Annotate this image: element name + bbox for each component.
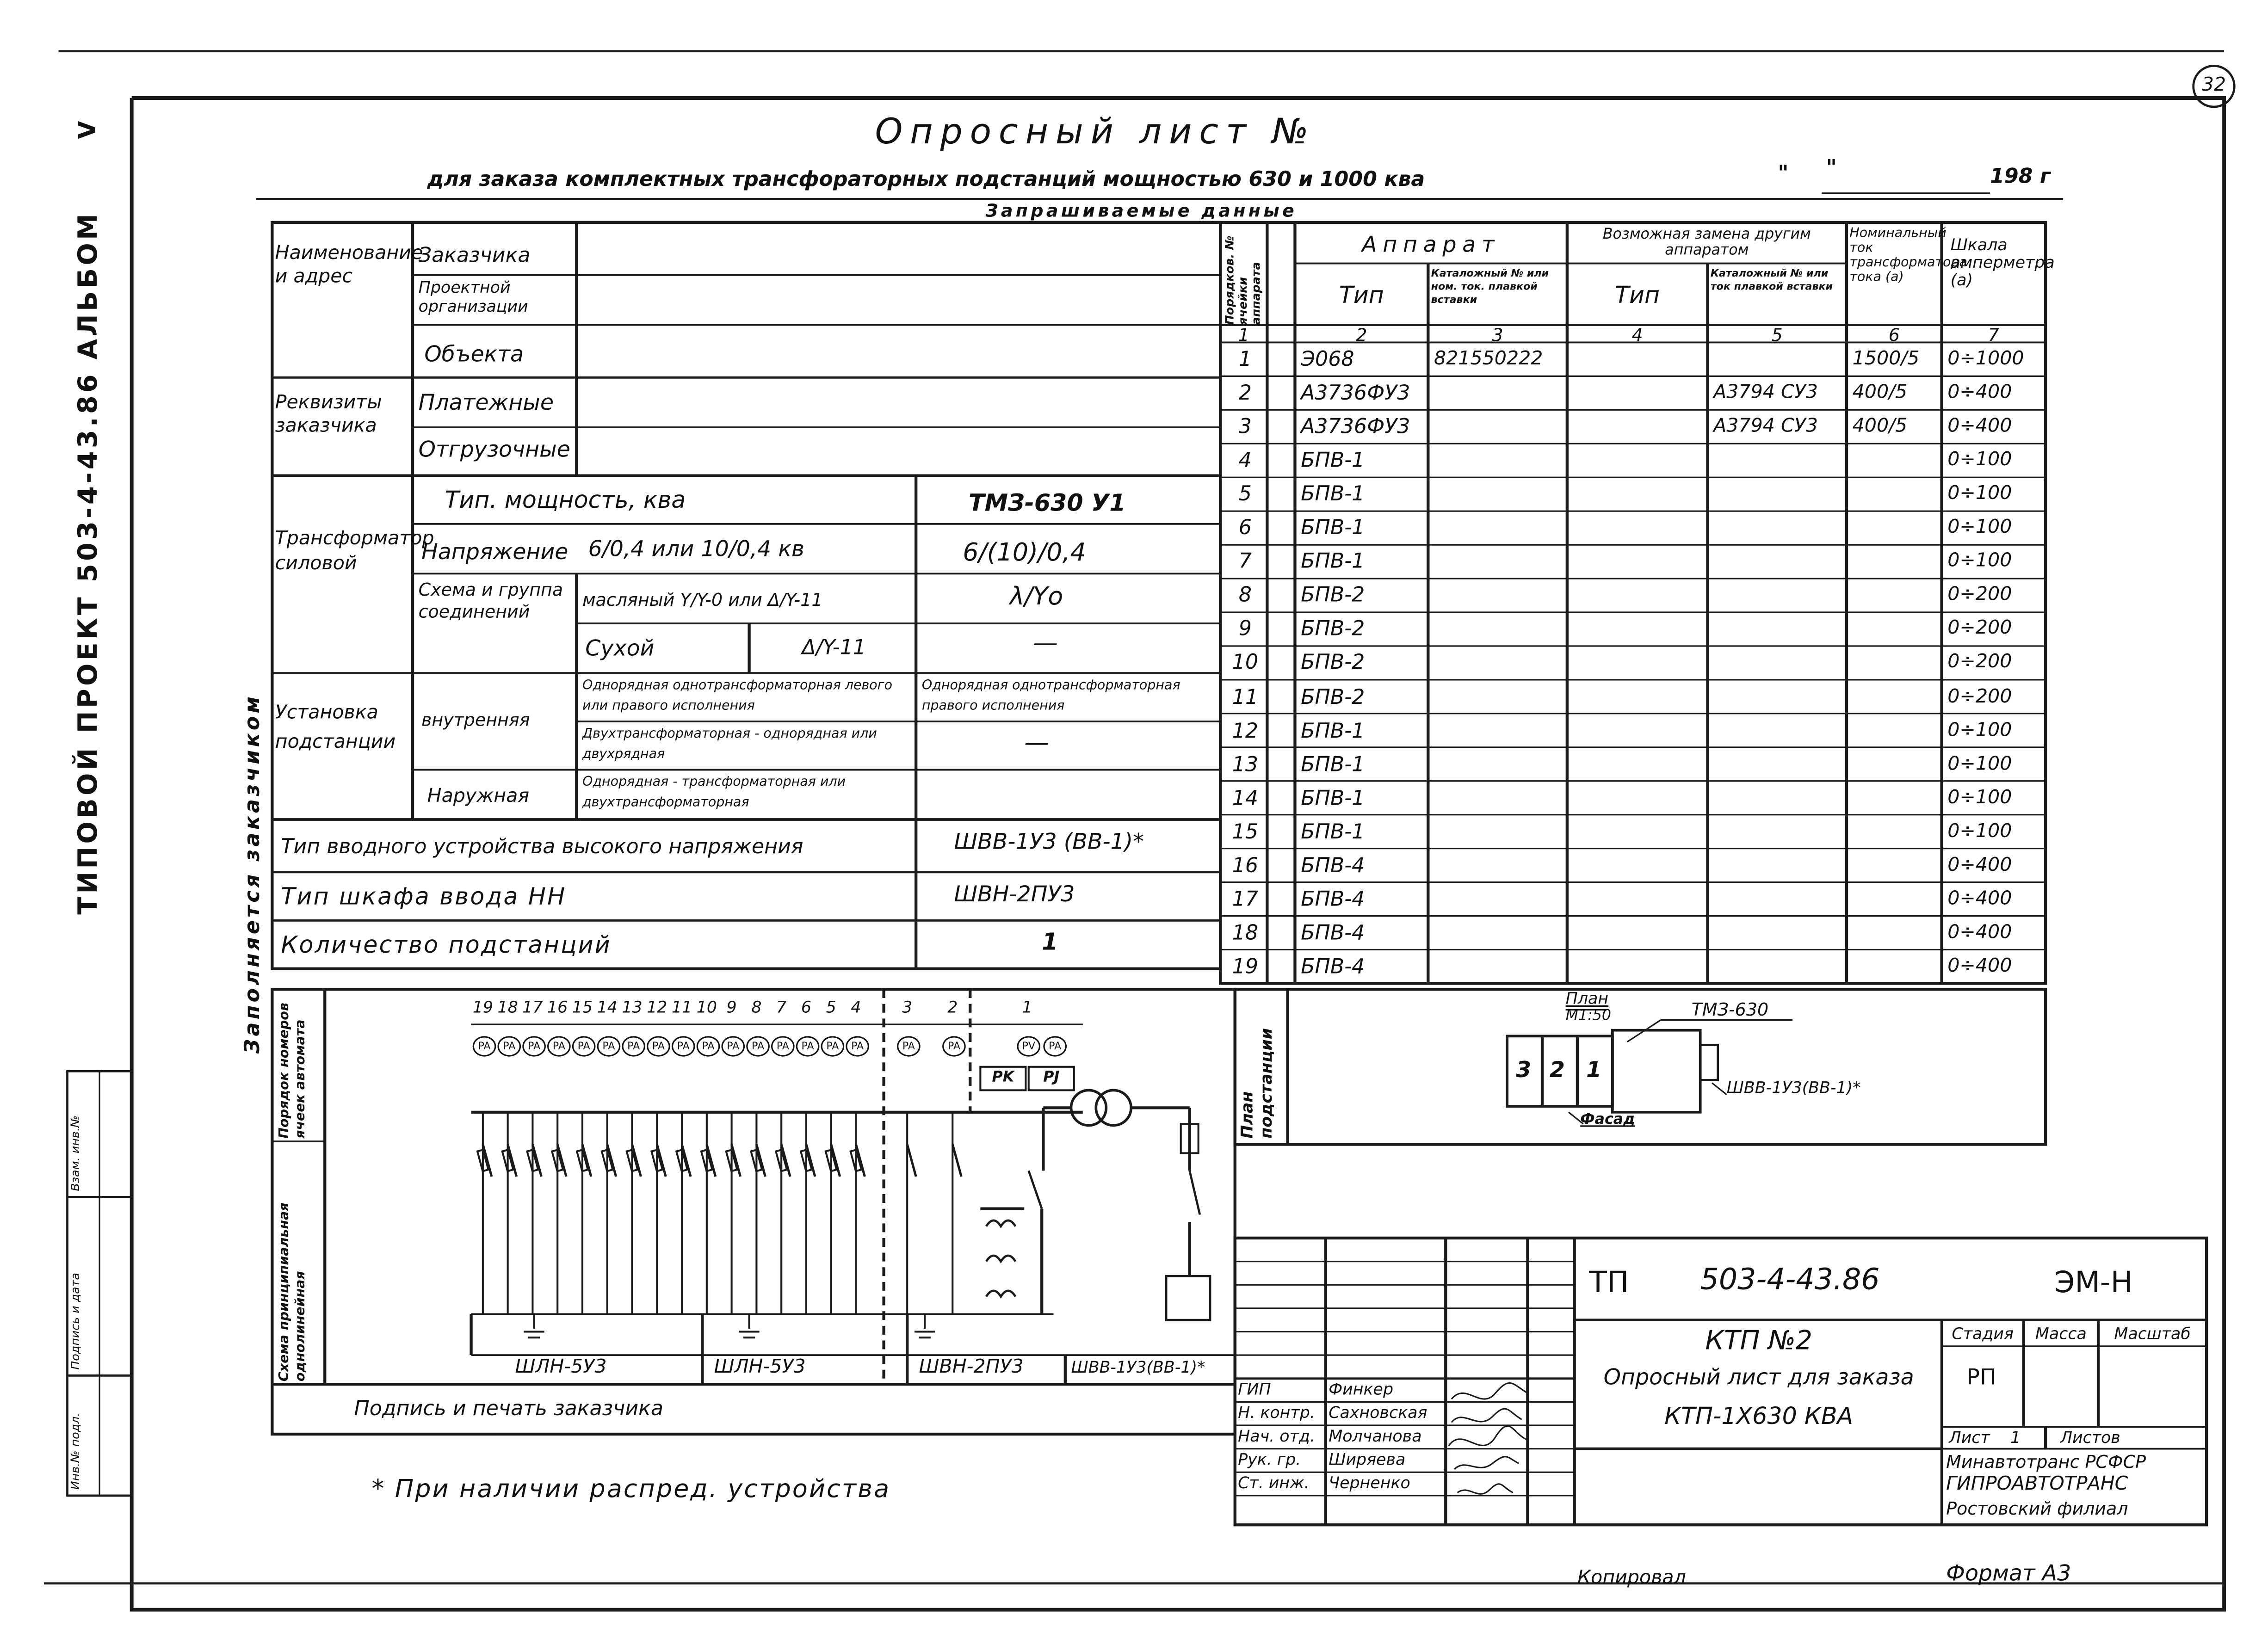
apparatus-cell-nom: 400/5: [1852, 415, 1908, 438]
apparatus-cell-scale: 0÷400: [1947, 955, 2012, 978]
plan-scale: М1:50: [1565, 1008, 1612, 1025]
scheme-principal-label: Схема принципиальная однолинейная: [278, 1202, 309, 1382]
ammeter-icon: PA: [897, 1036, 921, 1056]
ammeter-icon: PA: [622, 1036, 645, 1056]
dry-value: —: [1033, 629, 1058, 659]
apparatus-cell-rep_cat: А3794 СУ3: [1713, 415, 1818, 438]
voltage-value: 6/(10)/0,4: [963, 538, 1086, 568]
external-option: Однорядная - трансформаторная или двухтрансформаторная: [582, 776, 846, 811]
date-open-quote: ": [1778, 162, 1789, 186]
cell-number-7: 7: [776, 998, 787, 1017]
scheme-label-shln-1: ШЛН-5У3: [515, 1356, 607, 1379]
cell-number-10: 10: [696, 998, 717, 1017]
cell-number-16: 16: [547, 998, 568, 1017]
column-number-2: 2: [1356, 325, 1367, 345]
ammeter-icon: PA: [547, 1036, 571, 1056]
apparatus-cell-n: 17: [1232, 888, 1259, 912]
apparatus-cell-n: 15: [1232, 820, 1259, 844]
archive-inv-label: Инв.№ подл.: [68, 1412, 82, 1490]
date-close-quote: ": [1826, 156, 1837, 180]
type-power-value: ТМЗ-630 У1: [969, 488, 1126, 517]
apparatus-cell-scale: 0÷400: [1947, 382, 2012, 404]
signer-name: Ширяева: [1329, 1450, 1406, 1469]
apparatus-cell-type: БПВ-2: [1301, 618, 1365, 642]
ammeter-icon: PA: [572, 1036, 596, 1056]
apparatus-cell-scale: 0÷100: [1947, 820, 2012, 843]
payment-label: Платежные: [418, 389, 554, 416]
tb-code: 503-4-43.86: [1700, 1261, 1880, 1297]
relay-pj: PJ: [1043, 1070, 1060, 1086]
apparatus-cell-n: 7: [1238, 550, 1252, 574]
apparatus-cell-type: БПВ-1: [1301, 449, 1365, 473]
object-label: Объекта: [424, 341, 524, 368]
apparatus-cell-n: 2: [1238, 382, 1252, 406]
tb-mark: ЭМ-Н: [2054, 1264, 2133, 1300]
cell-number-2: 2: [947, 998, 958, 1017]
signer-name: Черненко: [1329, 1473, 1410, 1493]
apparatus-cell-n: 19: [1232, 955, 1259, 979]
internal-value-2: —: [1024, 728, 1050, 758]
name-address-label: Наименование и адрес: [275, 243, 423, 289]
cell-number-17: 17: [522, 998, 543, 1017]
archive-replace-label: Взам. инв.№: [68, 1115, 82, 1191]
tb-stage-value: РП: [1966, 1364, 1996, 1391]
copied-by: Копировал: [1577, 1567, 1686, 1590]
cell-number-11: 11: [671, 998, 692, 1017]
ammeter-icon: PA: [771, 1036, 795, 1056]
internal-value-1: Однорядная однотрансформаторная правого исполнения: [921, 679, 1180, 715]
signer-role: ГИП: [1238, 1380, 1271, 1399]
apparatus-cell-type: БПВ-1: [1301, 719, 1365, 743]
column-number-5: 5: [1771, 325, 1783, 345]
tb-sheet-label: Лист: [1949, 1428, 1990, 1448]
apparatus-cell-n: 11: [1232, 685, 1259, 709]
scheme-label-shln-2: ШЛН-5У3: [714, 1356, 806, 1379]
apparatus-cell-scale: 0÷100: [1947, 787, 2012, 809]
apparatus-cell-scale: 0÷200: [1947, 618, 2012, 641]
cell-number-6: 6: [801, 998, 812, 1017]
col-type-header: Тип: [1339, 281, 1384, 309]
page-subtitle: для заказа комплектных трансфораторных подстанций мощностью 630 и 1000 ква: [427, 168, 1425, 192]
tb-name-line1: КТП №2: [1705, 1325, 1813, 1357]
apparatus-cell-type: БПВ-4: [1301, 922, 1365, 945]
tb-mass-header: Масса: [2035, 1324, 2087, 1343]
scheme-group-label: Схема и группа соединений: [418, 579, 563, 622]
cell-number-18: 18: [497, 998, 518, 1017]
cell-number-8: 8: [751, 998, 762, 1017]
tb-scale-header: Масштаб: [2114, 1324, 2191, 1343]
ammeter-icon: PA: [473, 1036, 496, 1056]
signer-name: Финкер: [1329, 1380, 1394, 1399]
tb-org-line3: Ростовский филиал: [1946, 1498, 2128, 1519]
apparatus-cell-nom: 1500/5: [1852, 348, 1920, 370]
page-number: 32: [2201, 74, 2226, 97]
apparatus-cell-n: 6: [1238, 517, 1252, 541]
signer-name: Сахновская: [1329, 1403, 1428, 1423]
internal-option-1: Однорядная однотрансформаторная левого или правого исполнения: [582, 679, 893, 715]
apparatus-cell-scale: 0÷200: [1947, 652, 2012, 674]
cell-number-19: 19: [472, 998, 494, 1017]
apparatus-cell-type: БПВ-1: [1301, 753, 1365, 777]
apparatus-cell-rep_cat: А3794 СУ3: [1713, 382, 1818, 404]
apparatus-cell-n: 18: [1232, 922, 1259, 945]
apparatus-cell-catalog: 821550222: [1434, 348, 1543, 370]
cell-number-15: 15: [572, 998, 593, 1017]
cell-number-3: 3: [902, 998, 913, 1017]
cell-number-9: 9: [726, 998, 737, 1017]
col-rep-catalog-header: Каталожный № или ток плавкой вставки: [1710, 268, 1833, 293]
ammeter-icon: PA: [497, 1036, 521, 1056]
apparatus-cell-type: БПВ-2: [1301, 584, 1365, 608]
oil-value: λ/Yо: [1009, 582, 1063, 612]
apparatus-cell-scale: 0÷100: [1947, 753, 2012, 775]
plan-label: План подстанции: [1238, 1028, 1276, 1139]
apparatus-cell-type: БПВ-1: [1301, 483, 1365, 507]
apparatus-cell-type: Э068: [1301, 348, 1354, 372]
apparatus-cell-type: БПВ-2: [1301, 685, 1365, 709]
plan-title: План: [1565, 989, 1609, 1009]
apparatus-cell-n: 3: [1238, 415, 1252, 439]
apparatus-cell-scale: 0÷100: [1947, 449, 2012, 472]
ammeter-icon: PA: [522, 1036, 546, 1056]
ammeter-icon: PA: [796, 1036, 820, 1056]
internal-option-2: Двухтрансформаторная - однорядная или двухрядная: [582, 727, 877, 763]
installation-label: Установка подстанции: [275, 702, 396, 754]
signer-name: Молчанова: [1329, 1427, 1422, 1446]
tb-name-line3: КТП-1Х630 КВА: [1664, 1402, 1854, 1430]
apparatus-cell-scale: 0÷400: [1947, 922, 2012, 944]
year-field: 198 г: [1990, 165, 2051, 189]
col-order-header: Порядков. № ячейки аппарата: [1223, 235, 1263, 325]
ammeter-icon: PA: [597, 1036, 621, 1056]
col-rep-type-header: Тип: [1615, 281, 1660, 309]
plan-transformer-label: ТМЗ-630: [1691, 999, 1769, 1020]
fill-note: Заполняется заказчиком: [241, 693, 265, 1054]
apparatus-cell-type: БПВ-1: [1301, 550, 1365, 574]
tb-org-line1: Минавтотранс РСФСР: [1946, 1451, 2146, 1473]
plan-cell-3: 3: [1516, 1056, 1532, 1083]
apparatus-cell-scale: 0÷400: [1947, 415, 2012, 438]
tb-org-line2: ГИПРОАВТОТРАНС: [1946, 1473, 2128, 1496]
ammeter-icon: PA: [1043, 1036, 1067, 1056]
apparatus-cell-n: 9: [1238, 618, 1252, 642]
apparatus-cell-scale: 0÷400: [1947, 854, 2012, 876]
ammeter-icon: PA: [697, 1036, 720, 1056]
col-scale-header: Шкала амперметра (а): [1950, 235, 2055, 290]
side-stamp-text: ТИПОВОЙ ПРОЕКТ 503-4-43.86 АЛЬБОМ: [73, 210, 104, 915]
apparatus-cell-n: 16: [1232, 854, 1259, 878]
page-title: Опросный лист №: [875, 111, 1316, 153]
apparatus-cell-type: БПВ-1: [1301, 820, 1365, 844]
apparatus-cell-n: 4: [1238, 449, 1252, 473]
col-apparatus-header: Аппарат: [1362, 231, 1501, 258]
scheme-order-label: Порядок номеров ячеек автомата: [278, 1003, 309, 1139]
lv-cabinet-value: ШВН-2ПУ3: [954, 881, 1075, 907]
tb-sheets-label: Листов: [2060, 1428, 2120, 1448]
signer-role: Н. контр.: [1238, 1403, 1315, 1423]
col-nominal-header: Номинальный ток трансформатора тока (а): [1849, 227, 1967, 286]
ammeter-icon: PA: [821, 1036, 845, 1056]
cell-number-5: 5: [826, 998, 836, 1017]
apparatus-cell-n: 10: [1232, 652, 1259, 676]
column-number-6: 6: [1888, 325, 1900, 345]
apparatus-cell-type: БПВ-1: [1301, 787, 1365, 810]
apparatus-cell-n: 14: [1232, 787, 1259, 810]
column-number-7: 7: [1988, 325, 1999, 345]
oil-option: масляный Y/Y-0 или Δ/Y-11: [582, 590, 823, 610]
lv-cabinet-label: Тип шкафа ввода НН: [281, 882, 567, 911]
plan-facade-label: Фасад: [1580, 1112, 1635, 1128]
tb-code-prefix: ТП: [1589, 1264, 1629, 1300]
cell-number-13: 13: [622, 998, 643, 1017]
cell-number-1: 1: [1022, 998, 1032, 1017]
apparatus-cell-type: А3736ФУ3: [1301, 415, 1410, 439]
shipping-label: Отгрузочные: [418, 436, 570, 462]
count-label: Количество подстанций: [281, 930, 612, 959]
apparatus-cell-n: 8: [1238, 584, 1252, 608]
col-replacement-header: Возможная замена другим аппаратом: [1602, 227, 1811, 259]
plan-cell-2: 2: [1549, 1056, 1565, 1083]
internal-label: внутренняя: [421, 709, 530, 730]
dry-option: Δ/Y-11: [802, 636, 866, 660]
signer-role: Рук. гр.: [1238, 1450, 1301, 1469]
column-number-4: 4: [1631, 325, 1643, 345]
apparatus-cell-n: 13: [1232, 753, 1259, 777]
customer-label: Заказчика: [418, 244, 531, 268]
apparatus-cell-type: А3736ФУ3: [1301, 382, 1410, 406]
voltage-label: Напряжение: [421, 538, 569, 565]
type-power-label: Тип. мощность, ква: [445, 486, 686, 514]
apparatus-cell-n: 12: [1232, 719, 1259, 743]
scheme-label-shvv: ШВВ-1У3(ВВ-1)*: [1071, 1358, 1205, 1377]
plan-cell-1: 1: [1586, 1056, 1601, 1083]
tb-stage-header: Стадия: [1952, 1324, 2014, 1343]
album-number: V: [73, 121, 101, 139]
column-number-3: 3: [1492, 325, 1503, 345]
footnote: * При наличии распред. устройства: [371, 1475, 891, 1504]
requested-section-title: Запрашиваемые данные: [985, 200, 1298, 221]
archive-sign-label: Подпись и дата: [68, 1273, 82, 1370]
apparatus-cell-scale: 0÷100: [1947, 517, 2012, 539]
apparatus-cell-type: БПВ-4: [1301, 854, 1365, 878]
apparatus-cell-type: БПВ-4: [1301, 888, 1365, 912]
signer-role: Ст. инж.: [1238, 1473, 1310, 1493]
hv-device-value: ШВВ-1У3 (ВВ-1)*: [954, 828, 1144, 855]
design-org-label: Проектной организации: [418, 278, 528, 316]
ammeter-icon: PV: [1017, 1036, 1040, 1056]
tb-name-line2: Опросный лист для заказа: [1603, 1364, 1914, 1391]
apparatus-cell-scale: 0÷100: [1947, 550, 2012, 573]
apparatus-cell-type: БПВ-1: [1301, 517, 1365, 541]
column-number-1: 1: [1238, 325, 1249, 345]
apparatus-cell-nom: 400/5: [1852, 382, 1908, 404]
apparatus-cell-scale: 0÷100: [1947, 719, 2012, 741]
apparatus-cell-n: 1: [1238, 348, 1252, 372]
hv-device-label: Тип вводного устройства высокого напряжения: [281, 835, 803, 859]
apparatus-cell-type: БПВ-4: [1301, 955, 1365, 979]
apparatus-cell-scale: 0÷200: [1947, 685, 2012, 708]
dry-label: Сухой: [585, 635, 655, 662]
relay-pk: PK: [992, 1070, 1014, 1086]
ammeter-icon: PA: [746, 1036, 770, 1056]
apparatus-cell-scale: 0÷200: [1947, 584, 2012, 607]
apparatus-cell-scale: 0÷1000: [1947, 348, 2024, 370]
tb-sheet-number: 1: [2010, 1428, 2021, 1448]
apparatus-cell-n: 5: [1238, 483, 1252, 507]
cell-number-4: 4: [851, 998, 861, 1017]
col-catalog-header: Каталожный № или ном. ток. плавкой вставки: [1431, 268, 1549, 306]
ammeter-icon: PA: [721, 1036, 745, 1056]
ammeter-icon: PA: [846, 1036, 869, 1056]
apparatus-cell-scale: 0÷100: [1947, 483, 2012, 505]
ammeter-icon: PA: [672, 1036, 695, 1056]
cell-number-12: 12: [647, 998, 667, 1017]
apparatus-cell-scale: 0÷400: [1947, 888, 2012, 910]
plan-hv-label: ШВВ-1У3(ВВ-1)*: [1726, 1078, 1861, 1098]
ammeter-icon: PA: [942, 1036, 966, 1056]
count-value: 1: [1042, 928, 1058, 956]
signer-role: Нач. отд.: [1238, 1427, 1315, 1446]
requisites-label: Реквизиты заказчика: [275, 392, 382, 438]
transformer-label: Трансформатор силовой: [275, 528, 434, 575]
ammeter-icon: PA: [647, 1036, 670, 1056]
external-label: Наружная: [427, 786, 530, 808]
apparatus-cell-type: БПВ-2: [1301, 652, 1365, 676]
format-label: Формат А3: [1946, 1560, 2071, 1587]
cell-number-14: 14: [597, 998, 618, 1017]
scheme-label-shvn: ШВН-2ПУ3: [919, 1356, 1024, 1379]
signature-note: Подпись и печать заказчика: [354, 1397, 664, 1421]
voltage-option: 6/0,4 или 10/0,4 кв: [588, 536, 804, 562]
